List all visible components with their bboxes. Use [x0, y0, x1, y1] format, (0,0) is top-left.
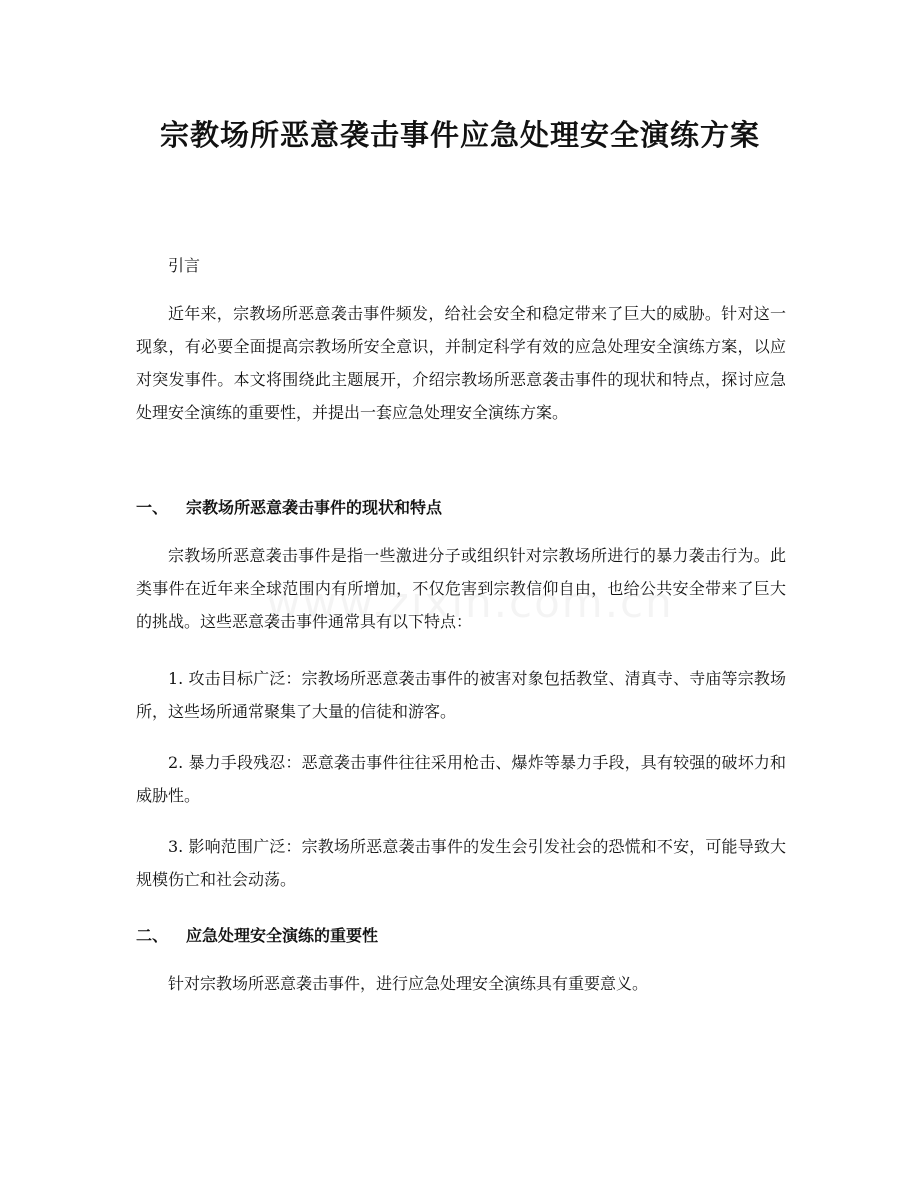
document-title: 宗教场所恶意袭击事件应急处理安全演练方案 [159, 118, 760, 152]
intro-paragraph: 近年来，宗教场所恶意袭击事件频发，给社会安全和稳定带来了巨大的威胁。针对这一现象，有必要全面提高宗教场所安全意识，并制定科学有效的应急处理安全演练方案，以应对突发事件。本文将围绕此主题展开，介绍宗教场所恶意袭击事件的现状和特点，探讨应急处理安全演练的重要性，并提出一套应急处理安全演练方案。 [136, 304, 786, 422]
section1-number: 一、 [136, 498, 169, 517]
section1-heading-text: 宗教场所恶意袭击事件的现状和特点 [186, 498, 443, 517]
section2-heading-text: 应急处理安全演练的重要性 [186, 926, 379, 945]
section1-item-3: 3. 影响范围广泛：宗教场所恶意袭击事件的发生会引发社会的恐慌和不安，可能导致大规模伤亡和社会动荡。 [136, 837, 786, 889]
section2-heading [136, 924, 378, 948]
section1-paragraph: 宗教场所恶意袭击事件是指一些激进分子或组织针对宗教场所进行的暴力袭击行为。此类事件在近年来全球范围内有所增加，不仅危害到宗教信仰自由，也给公共安全带来了巨大的挑战。这些恶意袭击事件通常具有以下特点： [136, 546, 786, 631]
intro-label: 引言 [168, 256, 201, 275]
section1-heading [136, 496, 442, 520]
section1-item-2: 2. 暴力手段残忍：恶意袭击事件往往采用枪击、爆炸等暴力手段，具有较强的破坏力和威胁性。 [136, 753, 786, 805]
section1-item-1: 1. 攻击目标广泛：宗教场所恶意袭击事件的被害对象包括教堂、清真寺、寺庙等宗教场所，这些场所通常聚集了大量的信徒和游客。 [136, 669, 786, 721]
section2-number: 二、 [136, 926, 169, 945]
section2-paragraph: 针对宗教场所恶意袭击事件，进行应急处理安全演练具有重要意义。 [168, 974, 649, 993]
